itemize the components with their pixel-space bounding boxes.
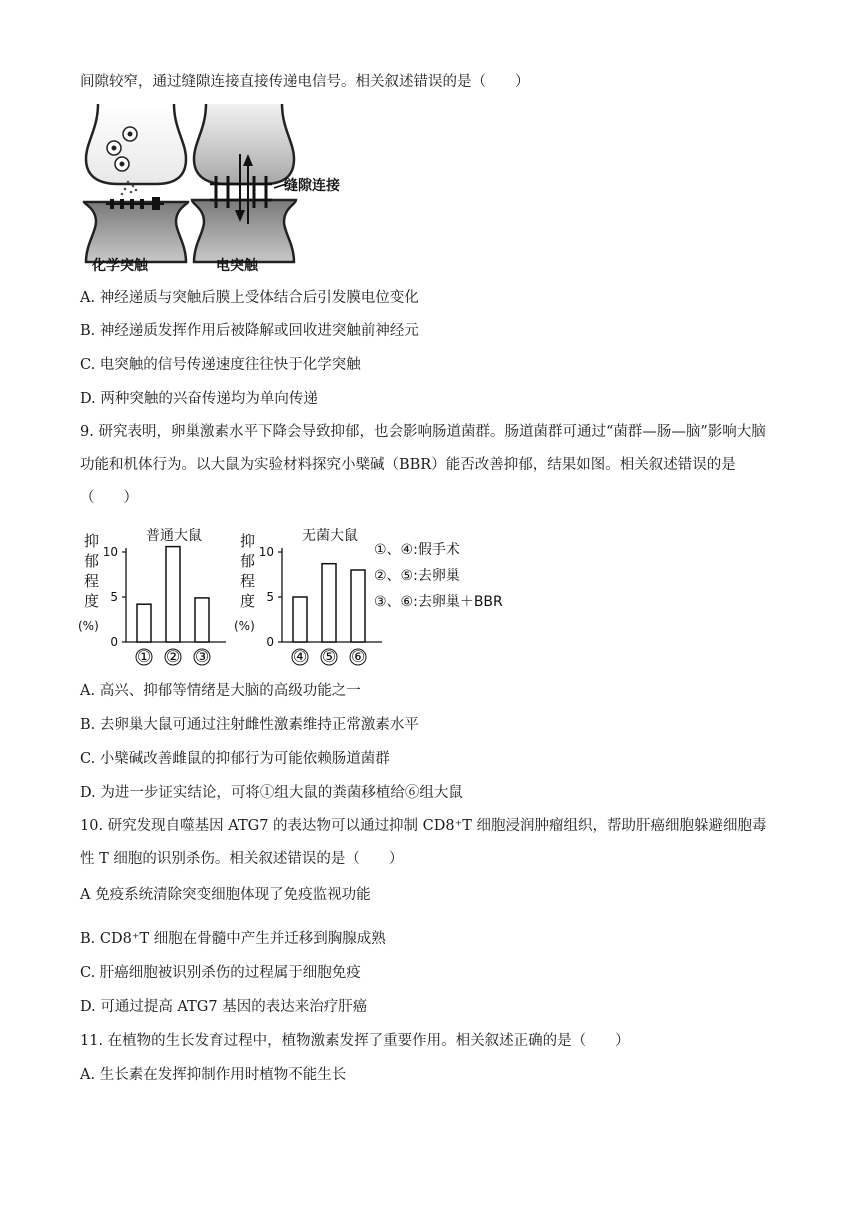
y-axis-label-char: 度 <box>84 592 100 610</box>
chart-title: 无菌大鼠 <box>302 528 358 544</box>
q10-option-c: C. 肝癌细胞被识别杀伤的过程属于细胞免疫 <box>80 965 361 981</box>
y-tick-label: 10 <box>258 545 274 559</box>
chemical-synapse-label: 化学突触 <box>92 258 148 274</box>
q8-option-c: C. 电突触的信号传递速度往往快于化学突触 <box>80 357 361 373</box>
bar <box>195 598 209 642</box>
q8-option-b: B. 神经递质发挥作用后被降解或回收进突触前神经元 <box>80 323 419 339</box>
category-label: ④ <box>292 647 308 666</box>
category-label: ⑤ <box>321 647 337 666</box>
q11-option-a: A. 生长素在发挥抑制作用时植物不能生长 <box>80 1067 347 1083</box>
y-axis-unit: (%) <box>78 619 99 633</box>
legend-entry: ②、⑤:去卵巢 <box>374 568 460 584</box>
q9-option-c: C. 小檗碱改善雌鼠的抑郁行为可能依赖肠道菌群 <box>80 751 390 767</box>
y-axis-label-char: 郁 <box>240 552 256 570</box>
q9-option-b: B. 去卵巢大鼠可通过注射雌性激素维持正常激素水平 <box>80 717 419 733</box>
y-axis-label-char: 度 <box>240 592 256 610</box>
y-axis-unit: (%) <box>234 619 255 633</box>
category-label: ② <box>165 647 181 666</box>
category-label: ③ <box>194 647 210 666</box>
q10-option-a: A 免疫系统清除突变细胞体现了免疫监视功能 <box>80 887 371 903</box>
bar <box>322 564 336 642</box>
y-axis-label-char: 抑 <box>240 532 256 550</box>
y-tick-label: 0 <box>110 635 118 649</box>
q10-stem: 10. 研究发现自噬基因 ATG7 的表达物可以通过抑制 CD8⁺T 细胞浸润肿瘤组织，帮助肝癌细胞躲避细胞毒性 T 细胞的识别杀伤。相关叙述错误的是（ ） <box>80 818 767 867</box>
gap-junction-label: 缝隙连接 <box>284 178 340 194</box>
q8-option-d: D. 两种突触的兴奋传递均为单向传递 <box>80 391 318 407</box>
bar <box>351 570 365 642</box>
legend-entry: ①、④:假手术 <box>374 542 460 558</box>
q10-option-d: D. 可通过提高 ATG7 基因的表达来治疗肝癌 <box>80 999 368 1015</box>
y-tick-label: 5 <box>110 590 118 604</box>
bar <box>137 604 151 642</box>
y-tick-label: 10 <box>102 545 118 559</box>
q9-option-d: D. 为进一步证实结论，可将①组大鼠的粪菌移植给⑥组大鼠 <box>80 785 463 801</box>
q9-option-a: A. 高兴、抑郁等情绪是大脑的高级功能之一 <box>80 683 361 699</box>
q10-option-b: B. CD8⁺T 细胞在骨髓中产生并迁移到胸腺成熟 <box>80 931 386 947</box>
electrical-synapse-label: 电突触 <box>216 258 258 274</box>
bar <box>166 547 180 642</box>
category-label: ① <box>136 647 152 666</box>
intro-line: 间隙较窄，通过缝隙连接直接传递电信号。相关叙述错误的是（ ） <box>80 74 530 90</box>
chart-title: 普通大鼠 <box>146 528 202 544</box>
synapse-figure <box>78 104 368 276</box>
y-axis-label-char: 程 <box>84 572 100 590</box>
q11-stem: 11. 在植物的生长发育过程中，植物激素发挥了重要作用。相关叙述正确的是（ ） <box>80 1033 630 1049</box>
electrical-synapse-diagram <box>192 104 341 274</box>
q8-option-a: A. 神经递质与突触后膜上受体结合后引发膜电位变化 <box>80 290 419 306</box>
q9-stem: 9. 研究表明，卵巢激素水平下降会导致抑郁，也会影响肠道菌群。肠道菌群可通过“菌群—肠—脑”影响大脑功能和机体行为。以大鼠为实验材料探究小檗碱（BBR）能否改善抑郁，结果如图。相关叙述错误的是（ ） <box>80 424 766 506</box>
depression-bar-charts <box>76 524 546 670</box>
bar <box>293 597 307 642</box>
y-axis-label-char: 程 <box>240 572 256 590</box>
chemical-synapse-diagram <box>84 104 188 274</box>
y-tick-label: 5 <box>266 590 274 604</box>
y-axis-label-char: 郁 <box>84 552 100 570</box>
y-axis-label-char: 抑 <box>84 532 100 550</box>
legend-entry: ③、⑥:去卵巢＋BBR <box>374 594 503 610</box>
y-tick-label: 0 <box>266 635 274 649</box>
category-label: ⑥ <box>350 647 366 666</box>
